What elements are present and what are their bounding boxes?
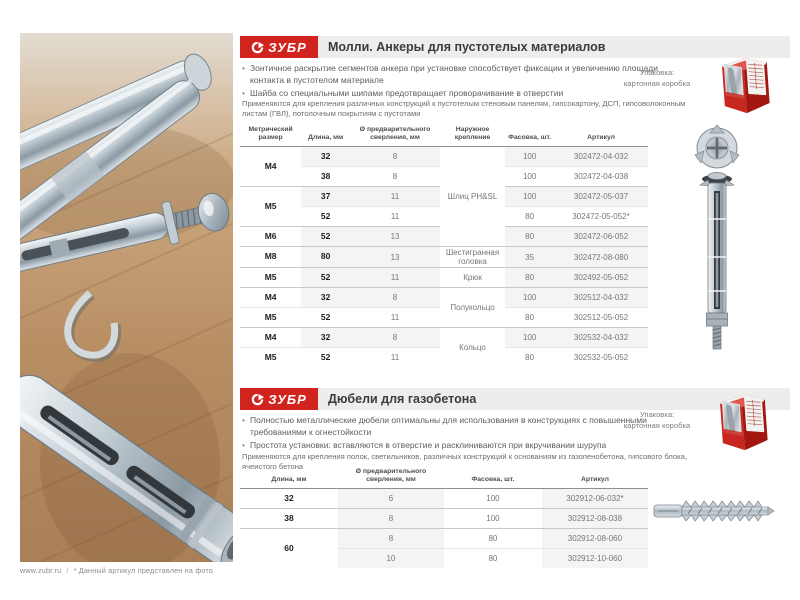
table-cell: 80 — [505, 226, 554, 246]
table-cell: 302512-04-032 — [554, 288, 648, 308]
table-row — [240, 268, 648, 288]
table-cell: 8 — [338, 508, 444, 528]
table-cell: 11 — [350, 186, 440, 206]
molly-packaging-note — [598, 67, 716, 89]
table-cell: М6 — [240, 226, 301, 246]
table-cell: 8 — [350, 328, 440, 348]
table-cell: 100 — [444, 508, 542, 528]
table-cell: 100 — [505, 288, 554, 308]
table-cell: Крюк — [440, 268, 505, 288]
table-row — [240, 328, 648, 348]
section-header-dowels — [240, 388, 790, 410]
table-cell: 32 — [301, 328, 350, 348]
table-cell: Шестигранная головка — [440, 246, 505, 267]
table-cell: 80 — [505, 308, 554, 328]
table-cell: 52 — [301, 308, 350, 328]
table-cell: 52 — [301, 206, 350, 226]
column-header: Артикул — [554, 124, 648, 146]
column-header: Длина, мм — [301, 124, 350, 146]
zubr-logo-text: ЗУБР — [268, 39, 307, 55]
table-cell: 38 — [240, 508, 338, 528]
molly-anchor-illustration — [692, 123, 742, 351]
molly-anchor-product-image — [692, 123, 742, 351]
table-cell: М4 — [240, 288, 301, 308]
table-cell: 302912-08-038 — [542, 508, 648, 528]
column-header: Ø предварительного сверления, мм — [338, 466, 444, 488]
column-header: Наружное крепление — [440, 124, 505, 146]
table-cell: 13 — [350, 226, 440, 246]
table-cell: 8 — [350, 166, 440, 186]
table-cell: 80 — [444, 528, 542, 548]
column-header: Фасовка, шт. — [444, 466, 542, 488]
feature-item: • Полностью металлические дюбели оптимальны для использования в конструкциях с повышенными требованиями к огнестойкости — [242, 415, 674, 439]
table-row — [240, 488, 648, 508]
table-cell: 302472-05-052* — [554, 206, 648, 226]
table-cell: 37 — [301, 186, 350, 206]
table-cell: 11 — [350, 308, 440, 328]
dowel-packaging-note — [598, 409, 716, 431]
table-cell: 80 — [301, 246, 350, 267]
dowel-products-table — [240, 466, 648, 568]
table-cell: 302472-08-080 — [554, 246, 648, 267]
table-cell: 32 — [301, 288, 350, 308]
table-cell: 8 — [350, 146, 440, 166]
table-cell: 100 — [505, 146, 554, 166]
package-box-illustration — [714, 392, 772, 454]
table-cell: 302512-05-052 — [554, 308, 648, 328]
packaging-value: картонная коробка — [623, 79, 691, 88]
table-row — [240, 288, 648, 308]
table-cell: 6 — [338, 488, 444, 508]
table-cell: 32 — [301, 146, 350, 166]
dowel-application-note: Применяются для крепления полок, светильников, различных конструкций к основаниям из газопенобетона, гипсового блока, ячеистого бетона — [242, 452, 687, 472]
table-cell: 11 — [350, 268, 440, 288]
footnote: * Данный артикул представлен на фото — [73, 566, 213, 575]
feature-item: • Простота установки: вставляются в отверстие и расклиниваются при вкручивании шурупа — [242, 440, 674, 452]
table-cell: 8 — [350, 288, 440, 308]
feature-item: • Зонтичное раскрытие сегментов анкера при установке способствует фиксации и увеличению площади контакта в пустотелом материале — [242, 63, 674, 87]
table-cell: 302472-06-052 — [554, 226, 648, 246]
table-cell: 80 — [444, 548, 542, 568]
table-cell: 100 — [505, 166, 554, 186]
dowel-illustration — [652, 496, 776, 526]
table-header-row — [240, 466, 648, 488]
table-cell: 10 — [338, 548, 444, 568]
table-cell: М5 — [240, 268, 301, 288]
table-cell: 35 — [505, 246, 554, 267]
table-cell: 80 — [505, 348, 554, 368]
dowel-product-image — [652, 496, 776, 526]
table-row — [240, 246, 648, 267]
table-cell: Шлиц PH&SL — [447, 191, 498, 201]
table-cell: 302472-04-038 — [554, 166, 648, 186]
table-cell: Кольцо — [440, 328, 505, 368]
table-cell: 52 — [301, 268, 350, 288]
feature-item: • Шайба со специальными шипами предотвращает проворачивание в отверстии — [242, 88, 674, 100]
zubr-logo-icon — [251, 41, 264, 54]
packaging-label: Упаковка: — [639, 410, 675, 419]
packaging-value: картонная коробка — [623, 421, 691, 430]
molly-application-note: Применяются для крепления различных конструкций к пустотелым стеновым панелям, гипсокартону, ДСП, гипсоволоконным листам (ГВЛ), потолочным покрытиям с пустотами — [242, 99, 686, 119]
dowel-package-box-image — [714, 392, 772, 454]
column-header: Длина, мм — [240, 466, 338, 488]
table-cell: 100 — [505, 328, 554, 348]
table-cell: 100 — [505, 186, 554, 206]
section-title-dowels: Дюбели для газобетона — [328, 392, 477, 406]
table-cell: 302912-06-032* — [542, 488, 648, 508]
table-cell: 80 — [505, 268, 554, 288]
table-cell: М5 — [240, 308, 301, 328]
zubr-logo-icon — [251, 393, 264, 406]
column-header: Ø предварительного сверления, мм — [350, 124, 440, 146]
table-cell: 302532-05-052 — [554, 348, 648, 368]
table-cell: М4 — [264, 160, 277, 171]
table-cell: М8 — [240, 246, 301, 267]
table-cell: 11 — [350, 348, 440, 368]
table-cell: 60 — [240, 528, 338, 568]
table-row — [240, 508, 648, 528]
zubr-logo — [240, 36, 318, 58]
section-title-molly: Молли. Анкеры для пустотелых материалов — [328, 40, 606, 54]
zubr-logo — [240, 388, 318, 410]
table-cell: М4 — [240, 328, 301, 348]
table-cell: М5 — [240, 348, 301, 368]
table-cell: 52 — [301, 348, 350, 368]
table-cell: 32 — [284, 492, 294, 503]
table-header-row — [240, 124, 648, 146]
table-cell: 302472-04-032 — [554, 146, 648, 166]
hero-photo-illustration — [20, 33, 233, 562]
table-cell: М5 — [240, 186, 301, 226]
table-cell: 302472-05-037 — [554, 186, 648, 206]
package-box-illustration — [716, 55, 774, 117]
zubr-logo-text: ЗУБР — [268, 391, 307, 407]
table-row — [240, 146, 648, 166]
packaging-label: Упаковка: — [639, 68, 675, 77]
table-cell: 302492-05-052 — [554, 268, 648, 288]
molly-products-table — [240, 124, 648, 367]
table-row — [240, 528, 648, 548]
footer-separator: / — [66, 566, 69, 575]
table-cell: Полукольцо — [440, 288, 505, 328]
hero-photo-anchors — [20, 33, 233, 562]
table-cell: 11 — [350, 206, 440, 226]
column-header: Артикул — [542, 466, 648, 488]
table-cell: 100 — [486, 493, 500, 503]
table-cell: 13 — [350, 246, 440, 267]
column-header: Фасовка, шт. — [505, 124, 554, 146]
table-cell: 302532-04-032 — [554, 328, 648, 348]
table-cell: 302912-08-060 — [542, 528, 648, 548]
website-url: www.zubr.ru — [20, 566, 62, 575]
column-header: Метрический размер — [240, 124, 301, 146]
page-footer — [20, 566, 213, 575]
section-header-molly — [240, 36, 790, 58]
table-cell: 302912-10-060 — [542, 548, 648, 568]
table-cell: 52 — [301, 226, 350, 246]
table-cell: 38 — [301, 166, 350, 186]
table-cell: 80 — [505, 206, 554, 226]
molly-package-box-image — [716, 55, 774, 117]
table-cell: 8 — [338, 528, 444, 548]
